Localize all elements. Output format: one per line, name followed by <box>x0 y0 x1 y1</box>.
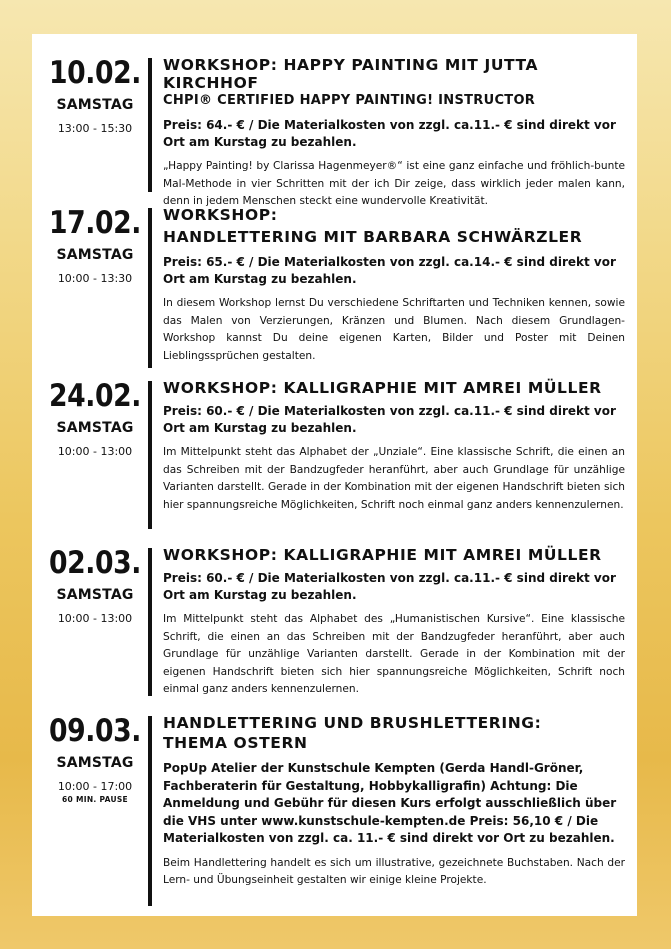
event-price: Preis: 60.- € / Die Materialkosten von zzgl. ca.11.- € sind direkt vor Ort am Kurstag zu bezahlen. <box>163 404 616 435</box>
event-time: 10:00 - 17:00 <box>57 780 133 793</box>
event-time: 10:00 - 13:30 <box>57 272 133 285</box>
event-date: 09.03. <box>49 713 141 749</box>
event-content <box>163 714 625 890</box>
event-date: 02.03. <box>49 545 141 581</box>
event-title: WORKSHOP: KALLIGRAPHIE MIT AMREI MÜLLER <box>163 546 602 564</box>
event-subtitle: CHPI® CERTIFIED HAPPY PAINTING! INSTRUCTOR <box>163 93 536 108</box>
date-column <box>32 379 158 458</box>
event-weekday: SAMSTAG <box>56 420 134 436</box>
event-weekday: SAMSTAG <box>56 97 134 113</box>
divider-bar <box>148 548 152 696</box>
divider-bar <box>148 381 152 529</box>
event-title: WORKSHOP: <box>163 206 278 224</box>
event-price: Preis: 60.- € / Die Materialkosten von zzgl. ca.11.- € sind direkt vor Ort am Kurstag zu bezahlen. <box>163 571 616 602</box>
event-time: 13:00 - 15:30 <box>57 122 133 135</box>
event-content <box>163 56 625 211</box>
event-title: WORKSHOP: KALLIGRAPHIE MIT AMREI MÜLLER <box>163 379 602 397</box>
date-column <box>32 206 158 285</box>
event-content <box>163 206 625 365</box>
event-weekday: SAMSTAG <box>56 247 134 263</box>
date-column <box>32 546 158 625</box>
event-description: In diesem Workshop lernst Du verschiedene Schriftarten und Techniken kennen, sowie das Malen von Verzierungen, Kränzen und Blumen. Nach diesem Grundlagen-Workshop kannst Du deine eigenen Karten, Bilder und Poster mit Deinen Lieblingssprüchen gestalten. <box>163 297 625 362</box>
event-description: Im Mittelpunkt steht das Alphabet der „Unziale“. Eine klassische Schrift, die einen an das Schreiben mit der Bandzugfeder heranführt, aber auch Grundlage für unzählige Varianten darstellt. Gerade in der Kombination mit der eigenen Handschrift bieten sich hier spannungsreiche Möglichkeiten, Schrift noch einmal ganz anders kennenzulernen. <box>163 446 625 511</box>
divider-bar <box>148 208 152 368</box>
event-title-line2: THEMA OSTERN <box>163 734 308 752</box>
event-title: HANDLETTERING UND BRUSHLETTERING: <box>163 714 542 732</box>
event-content <box>163 379 625 514</box>
event-date: 24.02. <box>49 378 141 414</box>
event-pause-note: 60 MIN. PAUSE <box>62 795 128 804</box>
event-date: 10.02. <box>49 55 141 91</box>
event-description: „Happy Painting! by Clarissa Hagenmeyer®“ ist eine ganz einfache und fröhlich-bunte Mal-Methode in vier Schritten mit der ich Dir zeige, dass wirklich jeder malen kann, denn in jedem Menschen steckt eine wundervolle Kreativität. <box>163 160 625 207</box>
event-price: Preis: 64.- € / Die Materialkosten von zzgl. ca.11.- € sind direkt vor Ort am Kurstag zu bezahlen. <box>163 118 616 149</box>
divider-bar <box>148 58 152 192</box>
event-weekday: SAMSTAG <box>56 587 134 603</box>
event-description: Beim Handlettering handelt es sich um illustrative, gezeichnete Buchstaben. Nach der Lern- und Übungseinheit gestalten wir einige kleine Projekte. <box>163 856 625 886</box>
program-sheet <box>32 34 637 916</box>
event-title-line2: HANDLETTERING MIT BARBARA SCHWÄRZLER <box>163 228 583 246</box>
event-price: Preis: 65.- € / Die Materialkosten von zzgl. ca.14.- € sind direkt vor Ort am Kurstag zu bezahlen. <box>163 255 616 286</box>
event-info: PopUp Atelier der Kunstschule Kempten (Gerda Handl-Gröner, Fachberaterin für Gestaltung, Hobbykalligrafin) Achtung: Die Anmeldung und Gebühr für diesen Kurs erfolgt ausschließlich über die VHS unter www.kunstschule-kempten.de Preis: 56,10 € / Die Materialkosten von zzgl. ca. 11.- € sind direkt vor Ort zu bezahlen. <box>163 761 617 845</box>
event-time: 10:00 - 13:00 <box>57 612 133 625</box>
event-description: Im Mittelpunkt steht das Alphabet des „Humanistischen Kursive“. Eine klassische Schrift, die einen an das Schreiben mit der Bandzugfeder heranführt, aber auch Grundlage für unzählige Varianten darstellt. Gerade in der Kombination mit der eigenen Handschrift bieten sich hier spannungsreiche Möglichkeiten, Schrift noch einmal ganz anders kennenzulernen. <box>163 613 625 695</box>
event-title: WORKSHOP: HAPPY PAINTING MIT JUTTA KIRCHHOF <box>163 56 539 92</box>
event-weekday: SAMSTAG <box>56 755 134 771</box>
event-date: 17.02. <box>49 205 141 241</box>
date-column <box>32 714 158 804</box>
date-column <box>32 56 158 135</box>
event-time: 10:00 - 13:00 <box>57 445 133 458</box>
event-content <box>163 546 625 699</box>
divider-bar <box>148 716 152 906</box>
